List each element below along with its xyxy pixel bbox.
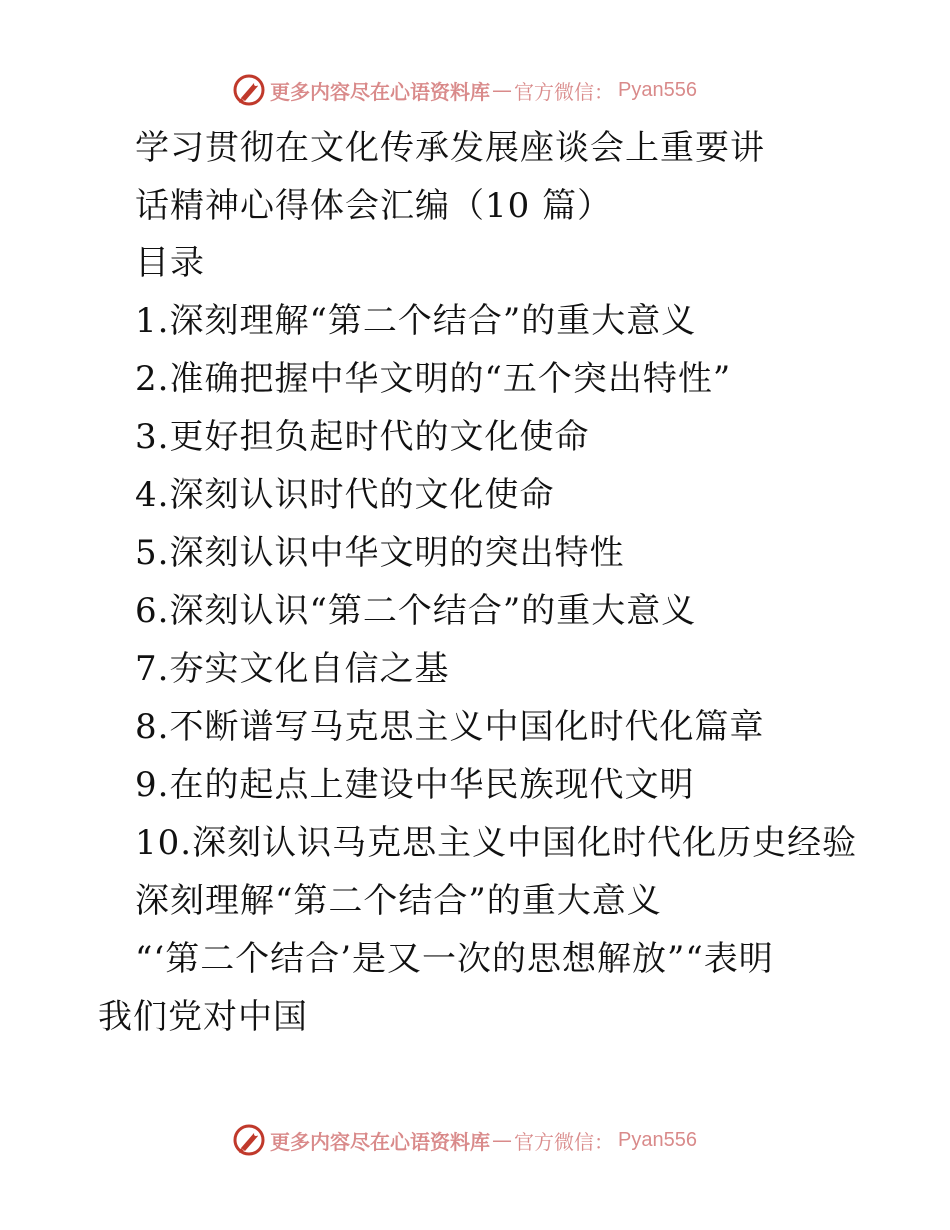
body-paragraph-line-2: 我们党对中国 xyxy=(98,997,308,1037)
watermark-text: 更多内容尽在心语资料库 xyxy=(270,79,490,104)
watermark-header xyxy=(232,72,752,108)
watermark-footer xyxy=(232,1122,752,1158)
body-paragraph-line-1: “‘第二个结合’是又一次的思想解放”“表明 xyxy=(135,939,774,979)
watermark-dash: — xyxy=(492,78,512,102)
pen-logo-icon xyxy=(232,1123,266,1157)
watermark-official-label: 官方微信： xyxy=(514,1129,614,1154)
watermark-dash: — xyxy=(492,1128,512,1152)
toc-item-8: 8.不断谱写马克思主义中国化时代化篇章 xyxy=(135,707,765,747)
toc-item-9: 9.在的起点上建设中华民族现代文明 xyxy=(135,765,695,805)
document-title-line-1: 学习贯彻在文化传承发展座谈会上重要讲 xyxy=(135,128,765,168)
toc-item-1: 1.深刻理解“第二个结合”的重大意义 xyxy=(135,301,697,341)
toc-item-5: 5.深刻认识中华文明的突出特性 xyxy=(135,533,625,573)
watermark-text: 更多内容尽在心语资料库 xyxy=(270,1129,490,1154)
toc-item-6: 6.深刻认识“第二个结合”的重大意义 xyxy=(135,591,697,631)
toc-item-4: 4.深刻认识时代的文化使命 xyxy=(135,475,555,515)
toc-item-7: 7.夯实文化自信之基 xyxy=(135,649,450,689)
toc-item-3: 3.更好担负起时代的文化使命 xyxy=(135,417,590,457)
watermark-wechat-id: Pyan556 xyxy=(618,1128,697,1151)
toc-item-10: 10.深刻认识马克思主义中国化时代化历史经验 xyxy=(135,823,858,863)
section-heading: 深刻理解“第二个结合”的重大意义 xyxy=(135,881,662,921)
pen-logo-icon xyxy=(232,73,266,107)
toc-heading: 目录 xyxy=(135,243,205,283)
document-title-line-2: 话精神心得体会汇编（10 篇） xyxy=(135,186,613,226)
watermark-official-label: 官方微信： xyxy=(514,79,614,104)
watermark-wechat-id: Pyan556 xyxy=(618,78,697,101)
toc-item-2: 2.准确把握中华文明的“五个突出特性” xyxy=(135,359,732,399)
